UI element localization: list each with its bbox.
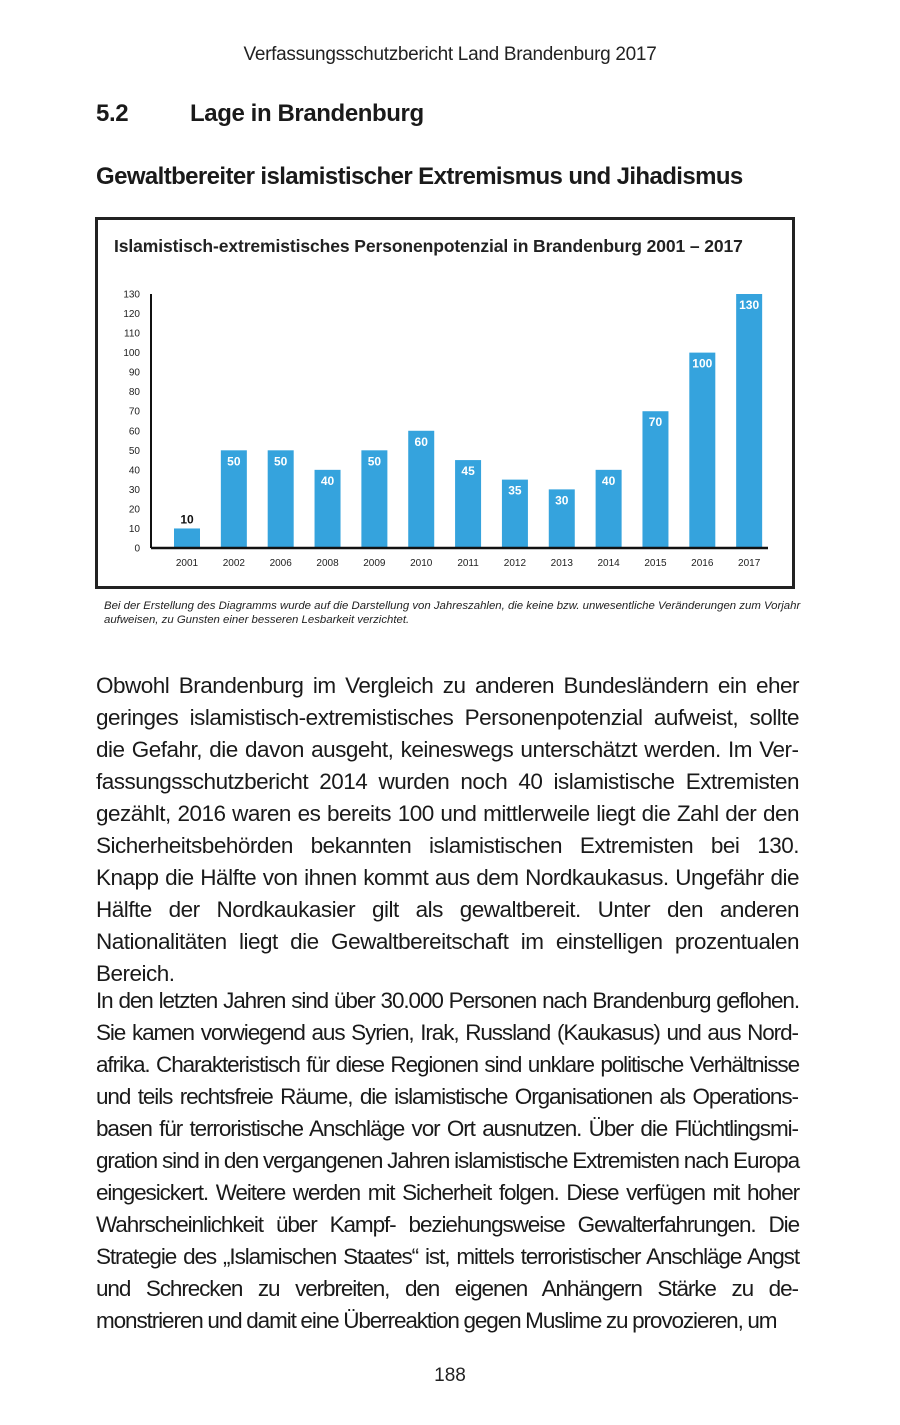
bar-value-label: 60 — [414, 434, 428, 449]
bar-value-label: 50 — [274, 454, 288, 469]
y-tick-label: 70 — [128, 406, 140, 418]
x-tick-label: 2001 — [175, 558, 199, 569]
bar — [642, 411, 668, 548]
x-tick-label: 2013 — [550, 558, 573, 569]
bar-value-label: 100 — [692, 356, 713, 371]
section-number: 5.2 — [96, 100, 129, 127]
y-tick-label: 130 — [123, 289, 140, 301]
bar-value-label: 50 — [227, 454, 241, 469]
x-tick-label: 2015 — [644, 558, 667, 569]
page-number: 188 — [434, 1365, 466, 1386]
x-tick-label: 2008 — [316, 558, 339, 569]
bar-chart — [0, 0, 900, 600]
running-header: Verfassungsschutzbericht Land Brandenburg 2017 — [243, 44, 657, 65]
x-tick-label: 2002 — [222, 558, 245, 569]
bar-value-label: 40 — [601, 473, 616, 488]
x-tick-label: 2017 — [738, 558, 761, 569]
y-tick-label: 20 — [128, 504, 140, 516]
y-tick-label: 0 — [134, 543, 140, 555]
x-tick-label: 2009 — [363, 558, 386, 569]
bar-value-label: 130 — [739, 298, 760, 312]
bar — [689, 353, 715, 548]
bar — [736, 294, 762, 548]
x-tick-label: 2012 — [503, 558, 527, 569]
body-paragraph-1: Obwohl Brandenburg im Vergleich zu anderen Bundesländern ein eher geringes islamistisch-extremistisches Personenpotenzial aufweist, sollte die Gefahr, die davon ausgeht, keineswegs unterschätzt werden. Im Verfassungsschutzbericht 2014 wurden noch 40 islamistische Extremisten gezählt, 2016 waren es bereits 100 und mittlerweile liegt die Zahl der den Sicherheitsbehörden bekannten islamistischen Extremisten bei 130. Knapp die Hälfte von ihnen kommt aus dem Nordkaukasus. Ungefähr die Hälfte der Nordkaukasier gilt als gewaltbereit. Unter den anderen Nationalitäten liegt die Gewaltbereitschaft im einstelligen prozentualen Bereich. — [96, 673, 799, 986]
y-tick-label: 80 — [128, 387, 140, 399]
y-tick-label: 10 — [128, 523, 140, 535]
bar-value-label: 35 — [508, 483, 522, 498]
body-paragraph-2: In den letzten Jahren sind über 30.000 Personen nach Brandenburg geflohen. Sie kamen vorwiegend aus Syrien, Irak, Russland (Kaukasus) und aus Nordafrika. Charakteristisch für diese Regionen sind unklare politische Verhältnisse und teils rechtsfreie Räume, die islamistische Organisationen als Operationsbasen für terroristische Anschläge vor Ort ausnutzen. Über die Flüchtlingsmigration sind in den vergangenen Jahren islamistische Extremisten nach Europa eingesickert. Weitere werden mit Sicherheit folgen. Diese verfügen mit hoher Wahrscheinlichkeit über Kampf- beziehungsweise Gewalterfahrungen. Die Strategie des „Islamischen Staates“ ist, mittels terroristischer Anschläge Angst und Schrecken zu verbreiten, den eigenen Anhängern Stärke zu demonstrieren und damit eine Überreaktion gegen Muslime zu provozieren, um — [96, 988, 799, 1333]
x-tick-label: 2011 — [457, 558, 479, 569]
x-tick-label: 2010 — [410, 558, 433, 569]
x-tick-label: 2016 — [691, 558, 714, 569]
bar-value-label: 10 — [180, 512, 194, 527]
section-title: Lage in Brandenburg — [190, 100, 424, 127]
bar-value-label: 30 — [555, 493, 569, 508]
chart-title: Islamistisch-extremistisches Personenpotenzial in Brandenburg 2001 – 2017 — [114, 236, 743, 256]
y-tick-label: 40 — [128, 465, 140, 477]
y-tick-label: 50 — [128, 445, 140, 457]
y-tick-label: 60 — [128, 426, 140, 438]
y-tick-label: 120 — [123, 309, 140, 321]
bar-value-label: 50 — [367, 454, 382, 469]
sub-heading: Gewaltbereiter islamistischer Extremismus und Jihadismus — [96, 163, 743, 190]
chart-note: Bei der Erstellung des Diagramms wurde auf die Darstellung von Jahreszahlen, die keine bzw. unwesentliche Veränderungen zum Vorjahr aufweisen, zu Gunsten einer besseren Lesbarkeit verzichtet. — [104, 600, 801, 626]
y-tick-label: 110 — [124, 328, 140, 340]
y-tick-label: 100 — [123, 348, 140, 360]
y-tick-label: 90 — [128, 367, 140, 379]
bar-value-label: 70 — [648, 415, 663, 430]
y-tick-label: 30 — [128, 484, 140, 496]
bar — [174, 528, 200, 548]
x-tick-label: 2014 — [597, 558, 620, 569]
bar-value-label: 45 — [461, 464, 475, 479]
x-tick-label: 2006 — [269, 558, 292, 569]
bar-value-label: 40 — [320, 473, 335, 488]
